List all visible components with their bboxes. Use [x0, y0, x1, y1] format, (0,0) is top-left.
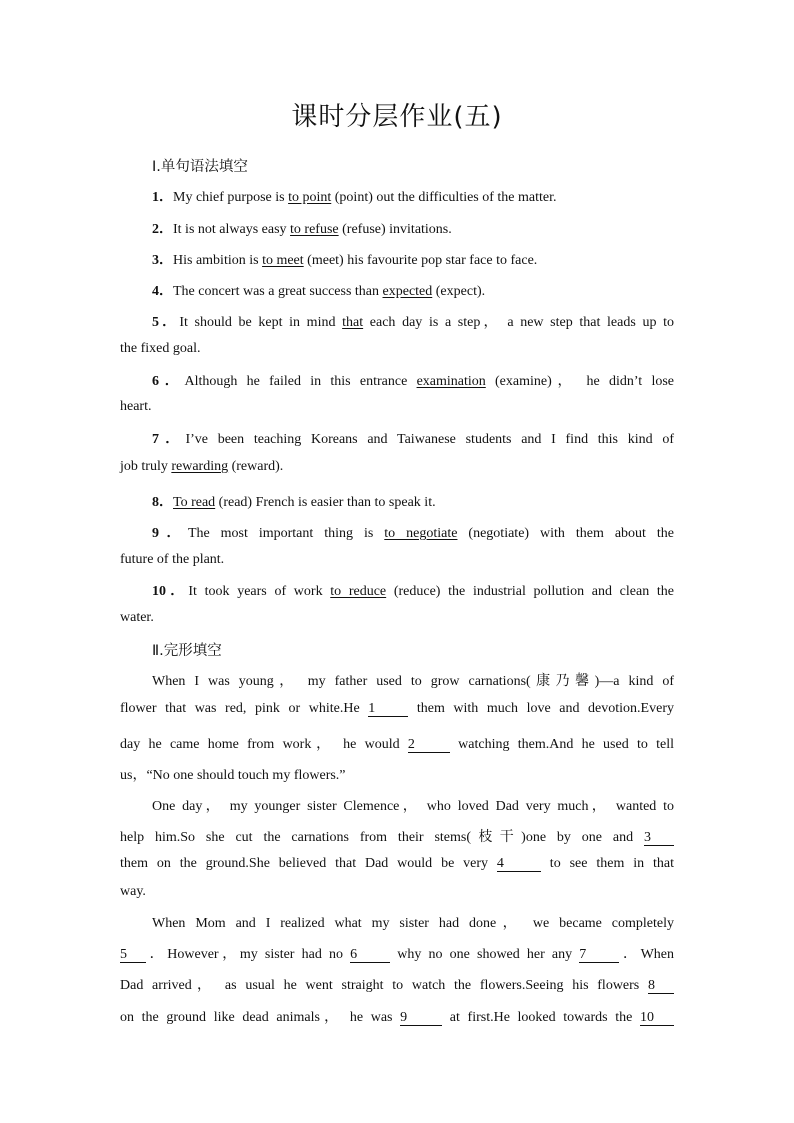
question-number: 4． — [152, 284, 173, 299]
cloze-paragraph-3-line-2: 5 ．However，my sister had no 6 why no one showed her any 7 ．When — [120, 947, 675, 962]
question-5-continued: the fixed goal. — [120, 341, 201, 356]
section-heading-grammar: Ⅰ.单句语法填空 — [152, 159, 248, 175]
answer: to point — [288, 190, 332, 205]
cloze-paragraph-1-line-4: us，“No one should touch my flowers.” — [120, 768, 346, 783]
answer: that — [342, 315, 364, 330]
cloze-blank-9: 9 — [400, 1010, 442, 1026]
question-1: 1．My chief purpose is to point (point) out the difficulties of the matter. — [152, 190, 557, 205]
question-number: 6． — [152, 374, 185, 389]
cloze-blank-6: 6 — [350, 947, 390, 963]
cloze-paragraph-3-line-3: Dad arrived， as usual he went straight to watch the flowers.Seeing his flowers 8 — [120, 974, 674, 994]
answer: To read — [173, 495, 216, 510]
question-number: 9． — [152, 526, 188, 541]
cloze-blank-10: 10 — [640, 1010, 674, 1026]
question-10: 10．It took years of work to reduce (reduce) the industrial pollution and clean the — [152, 584, 675, 599]
question-number: 5． — [152, 315, 180, 330]
cloze-paragraph-2-line-4: way. — [120, 884, 146, 899]
question-6: 6．Although he failed in this entrance examination (examine)， he didn’t lose — [152, 374, 675, 389]
cloze-blank-8: 8 — [648, 978, 674, 994]
question-7: 7．I’ve been teaching Koreans and Taiwanese students and I find this kind of — [152, 432, 674, 447]
cloze-blank-5: 5 — [120, 947, 146, 963]
cloze-paragraph-2-line-1: One day， my younger sister Clemence， who loved Dad very much， wanted to — [152, 799, 674, 814]
section-heading-cloze: Ⅱ.完形填空 — [152, 643, 222, 659]
cloze-blank-7: 7 — [579, 947, 619, 963]
question-3: 3．His ambition is to meet (meet) his favourite pop star face to face. — [152, 253, 538, 268]
question-9: 9．The most important thing is to negotiate (negotiate) with them about the — [152, 526, 675, 541]
cloze-paragraph-1-line-3: day he came home from work， he would 2 watching them.And he used to tell — [120, 737, 675, 752]
question-number: 8． — [152, 495, 173, 510]
answer: examination — [416, 374, 486, 389]
question-5: 5．It should be kept in mind that each day is a step， a new step that leads up to — [152, 315, 674, 330]
cloze-blank-1: 1 — [368, 701, 408, 717]
question-number: 10． — [152, 584, 189, 599]
cloze-blank-4: 4 — [497, 856, 541, 872]
answer: to negotiate — [384, 526, 458, 541]
question-number: 7． — [152, 432, 186, 447]
question-number: 2． — [152, 222, 173, 237]
cloze-paragraph-1-line-1: When I was young， my father used to grow carnations(康乃馨)—a kind of — [152, 673, 674, 689]
question-6-continued: heart. — [120, 399, 152, 414]
cloze-paragraph-2-line-3: them on the ground.She believed that Dad would be very 4 to see them in that — [120, 856, 674, 871]
answer: to meet — [262, 253, 304, 268]
question-2: 2．It is not always easy to refuse (refuse) invitations. — [152, 222, 452, 237]
page-title: 课时分层作业(五) — [291, 102, 503, 132]
question-9-continued: future of the plant. — [120, 552, 225, 567]
answer: to reduce — [330, 584, 387, 599]
answer: expected — [382, 284, 433, 299]
cloze-paragraph-1-line-2: flower that was red, pink or white.He 1 them with much love and devotion.Every — [120, 701, 674, 716]
cloze-paragraph-2-line-2: help him.So she cut the carnations from their stems(枝干)one by one and 3 — [120, 826, 674, 846]
question-10-continued: water. — [120, 610, 154, 625]
question-7-continued: job truly rewarding (reward). — [120, 459, 284, 474]
answer: to refuse — [290, 222, 339, 237]
question-8: 8．To read (read) French is easier than to speak it. — [152, 495, 436, 510]
cloze-paragraph-3-line-4: on the ground like dead animals， he was 9 at first.He looked towards the 10 — [120, 1006, 674, 1026]
question-number: 3． — [152, 253, 173, 268]
cloze-paragraph-3-line-1: When Mom and I realized what my sister had done， we became completely — [152, 916, 674, 931]
cloze-blank-3: 3 — [644, 830, 674, 846]
question-number: 1． — [152, 190, 173, 205]
cloze-blank-2: 2 — [408, 737, 450, 753]
question-4: 4．The concert was a great success than expected (expect). — [152, 284, 486, 299]
answer: rewarding — [171, 459, 229, 474]
